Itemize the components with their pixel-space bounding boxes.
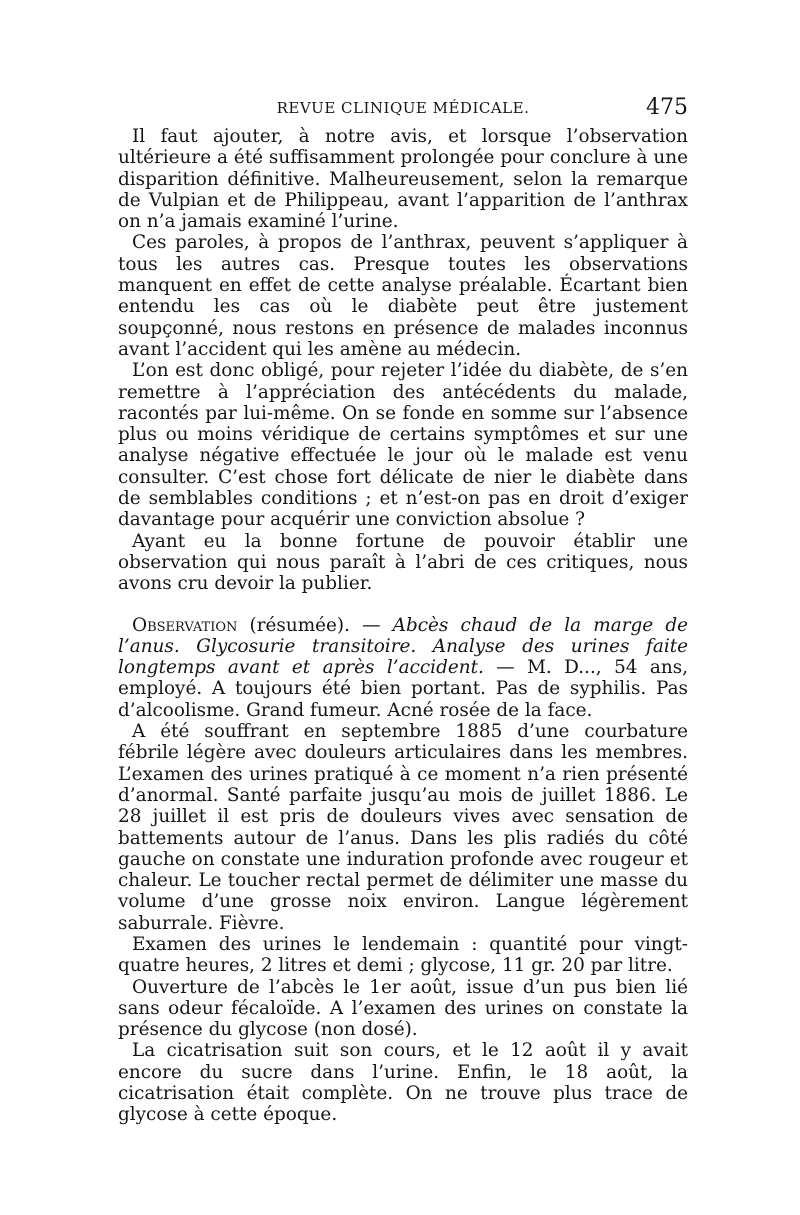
observation-label: Observation <box>132 614 238 636</box>
page-header <box>118 95 688 125</box>
observation-title: Abcès chaud de la marge de l’anus. Glycosurie transitoire. Analyse des urines faite longtemps avant et après l’accident. <box>118 614 688 679</box>
paragraph-7: Ouverture de l’abcès le 1er août, issue d’un pus bien lié sans odeur fécaloïde. A l’examen des urines on constate la présence du glycose (non dosé). <box>118 976 688 1041</box>
section-gap <box>118 595 688 615</box>
page-number: 475 <box>646 95 688 120</box>
running-title: REVUE CLINIQUE MÉDICALE. <box>276 99 530 117</box>
observation-label-suffix: (résumée). — <box>237 614 393 636</box>
page-body <box>118 126 688 1126</box>
paragraph-6: Examen des urines le lendemain : quantité pour vingt-quatre heures, 2 litres et demi ; glycose, 11 gr. 20 par litre. <box>118 933 688 977</box>
paragraph-4: Ayant eu la bonne fortune de pouvoir établir une observation qui nous paraît à l’abri de ces critiques, nous avons cru devoir la publier. <box>118 530 688 595</box>
paragraph-5: A été souffrant en septembre 1885 d’une courbature fébrile légère avec douleurs articulaires dans les membres. L’examen des urines pratiqué à ce moment n’a rien présenté d’anormal. Santé parfaite jusqu’au mois de juillet 1886. Le 28 juillet il est pris de douleurs vives avec sensation de battements autour de l’anus. Dans les plis radiés du côté gauche on constate une induration profonde avec rougeur et chaleur. Le toucher rectal permet de délimiter une masse du volume d’une grosse noix environ. Langue légèrement saburrale. Fièvre. <box>118 721 688 934</box>
paragraph-2: Ces paroles, à propos de l’anthrax, peuvent s’appliquer à tous les autres cas. Presque toutes les observations manquent en effet de cette analyse préalable. Écartant bien entendu les cas où le diabète peut être justement soupçonné, nous restons en présence de malades inconnus avant l’accident qui les amène au médecin. <box>118 232 688 360</box>
paragraph-3: L’on est donc obligé, pour rejeter l’idée du diabète, de s’en remettre à l’appréciation des antécédents du malade, racontés par lui-même. On se fonde en somme sur l’absence plus ou moins véridique de certains symptômes et sur une analyse négative effectuée le jour où le malade est venu consulter. C’est chose fort délicate de nier le diabète dans de semblables conditions ; et n’est-on pas en droit d’exiger davantage pour acquérir une conviction absolue ? <box>118 360 688 531</box>
observation-text: — M. D..., 54 ans, employé. A toujours été bien portant. Pas de syphilis. Pas d’alcoolisme. Grand fumeur. Acné rosée de la face. <box>118 657 689 721</box>
paragraph-1: Il faut ajouter, à notre avis, et lorsque l’observation ultérieure a été suffisamment prolongée pour conclure à une disparition définitive. Malheureusement, selon la remarque de Vulpian et de Philippeau, avant l’apparition de l’anthrax on n’a jamais examiné l’urine. <box>118 126 688 233</box>
paragraph-8: La cicatrisation suit son cours, et le 12 août il y avait encore du sucre dans l’urine. Enfin, le 18 août, la cicatrisation était complète. On ne trouve plus trace de glycose à cette époque. <box>118 1040 688 1126</box>
observation-heading-paragraph <box>118 615 688 721</box>
